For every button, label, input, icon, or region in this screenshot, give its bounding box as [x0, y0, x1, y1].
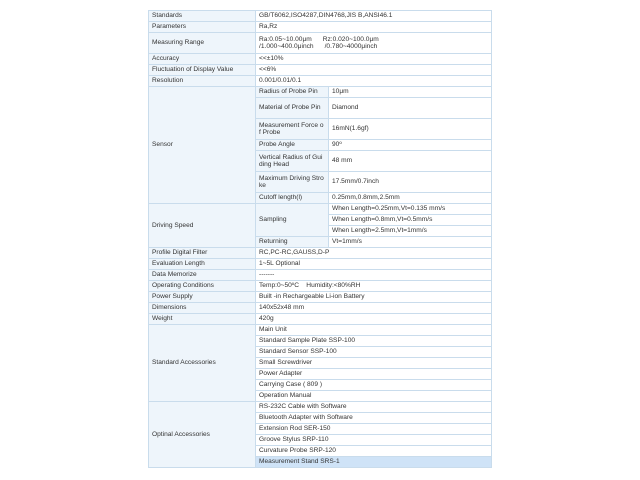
label-weight: Weight: [149, 314, 256, 325]
row-measuring-range: [149, 33, 492, 54]
label-standard-accessories: Standard Accessories: [149, 325, 256, 402]
value-profile-filter: RC,PC-RC,GAUSS,D-P: [256, 248, 492, 259]
value-returning: Vt=1mm/s: [329, 237, 492, 248]
optional-accessory-item: Groove Stylus SRP-110: [256, 435, 492, 446]
row-std-acc-1: [149, 325, 492, 336]
standard-accessory-item: Standard Sample Plate SSP-100: [256, 336, 492, 347]
row-opt-acc-1: [149, 402, 492, 413]
value-power-supply: Built -in Rechargeable Li-ion Battery: [256, 292, 492, 303]
sensor-sub-label: Vertical Radius of Guiding Head: [256, 151, 329, 172]
row-sensor-radius: [149, 87, 492, 98]
sampling-value: When Length=2.5mm,Vt=1mm/s: [329, 226, 492, 237]
label-driving-speed: Driving Speed: [149, 204, 256, 248]
sensor-sub-value: Diamond: [329, 98, 492, 119]
optional-accessory-item: Curvature Probe SRP-120: [256, 446, 492, 457]
sensor-sub-value: 17.5mm/0.7inch: [329, 172, 492, 193]
row-weight: [149, 314, 492, 325]
row-fluctuation: [149, 65, 492, 76]
row-resolution: [149, 76, 492, 87]
row-dimensions: [149, 303, 492, 314]
sampling-value: When Length=0.8mm,Vt=0.5mm/s: [329, 215, 492, 226]
row-data-memorize: [149, 270, 492, 281]
sampling-value: When Length=0.25mm,Vt=0.135 mm/s: [329, 204, 492, 215]
optional-accessory-item: Measurement Stand SRS-1: [256, 457, 492, 468]
measuring-range-line-1: Ra:0.05~10.00μm Rz:0.020~100.0μm: [259, 35, 379, 43]
label-sensor: Sensor: [149, 87, 256, 204]
sensor-sub-value: 90º: [329, 140, 492, 151]
sensor-sub-value: 16mN(1.6gf): [329, 119, 492, 140]
value-measuring-range: [256, 33, 492, 54]
value-standards: GB/T6062,ISO4287,DIN4768,JIS B,ANSI46.1: [256, 11, 492, 22]
value-evaluation-length: 1~5L Optional: [256, 259, 492, 270]
row-evaluation-length: [149, 259, 492, 270]
label-optional-accessories: Optinal Accessories: [149, 402, 256, 468]
optional-accessory-item: RS-232C Cable with Software: [256, 402, 492, 413]
value-operating-conditions: Temp:0~50ºC Humidity:<80%RH: [256, 281, 492, 292]
label-sampling: Sampling: [256, 204, 329, 237]
standard-accessory-item: Main Unit: [256, 325, 492, 336]
label-evaluation-length: Evaluation Length: [149, 259, 256, 270]
label-profile-filter: Profile Digital Filter: [149, 248, 256, 259]
label-operating-conditions: Operating Conditions: [149, 281, 256, 292]
sensor-sub-value: 0.25mm,0.8mm,2.5mm: [329, 193, 492, 204]
value-dimensions: 140x52x48 mm: [256, 303, 492, 314]
label-resolution: Resolution: [149, 76, 256, 87]
sensor-sub-label: Cutoff length(l): [256, 193, 329, 204]
label-data-memorize: Data Memorize: [149, 270, 256, 281]
label-power-supply: Power Supply: [149, 292, 256, 303]
standard-accessory-item: Carrying Case ( 809 ): [256, 380, 492, 391]
standard-accessory-item: Operation Manual: [256, 391, 492, 402]
row-accuracy: [149, 54, 492, 65]
label-accuracy: Accuracy: [149, 54, 256, 65]
optional-accessory-item: Extension Rod SER-150: [256, 424, 492, 435]
value-resolution: 0.001/0.01/0.1: [256, 76, 492, 87]
row-profile-filter: [149, 248, 492, 259]
standard-accessory-item: Small Screwdriver: [256, 358, 492, 369]
label-parameters: Parameters: [149, 22, 256, 33]
label-fluctuation: Fluctuation of Display Value: [149, 65, 256, 76]
row-parameters: [149, 22, 492, 33]
sensor-sub-value: 10μm: [329, 87, 492, 98]
sensor-sub-value: 48 mm: [329, 151, 492, 172]
optional-accessory-item: Bluetooth Adapter with Software: [256, 413, 492, 424]
standard-accessory-item: Standard Sensor SSP-100: [256, 347, 492, 358]
value-weight: 420g: [256, 314, 492, 325]
value-parameters: Ra,Rz: [256, 22, 492, 33]
measuring-range-line-2: /1.000~400.0μinch /0.780~4000μinch: [259, 43, 378, 50]
label-standards: Standards: [149, 11, 256, 22]
row-standards: [149, 11, 492, 22]
row-power-supply: [149, 292, 492, 303]
sensor-sub-label: Probe Angle: [256, 140, 329, 151]
sensor-sub-label: Maximum Driving Stroke: [256, 172, 329, 193]
label-measuring-range: Measuring Range: [149, 33, 256, 54]
value-fluctuation: <<6%: [256, 65, 492, 76]
sensor-sub-label: Material of Probe Pin: [256, 98, 329, 119]
value-data-memorize: -------: [256, 270, 492, 281]
value-accuracy: <<±10%: [256, 54, 492, 65]
label-returning: Returning: [256, 237, 329, 248]
row-operating-conditions: [149, 281, 492, 292]
label-dimensions: Dimensions: [149, 303, 256, 314]
standard-accessory-item: Power Adapter: [256, 369, 492, 380]
spec-table: [148, 10, 492, 468]
sensor-sub-label: Radius of Probe Pin: [256, 87, 329, 98]
row-driving-sampling-1: [149, 204, 492, 215]
sensor-sub-label: Measurement Force of Probe: [256, 119, 329, 140]
